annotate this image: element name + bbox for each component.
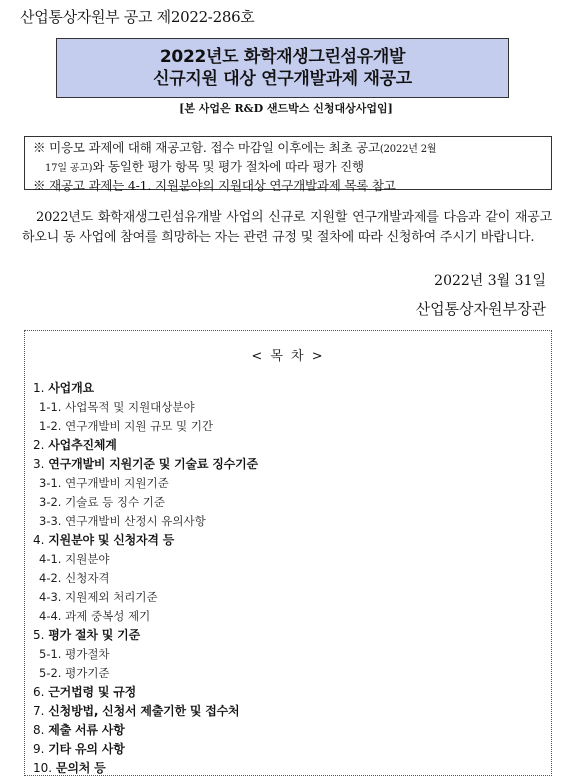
toc-item-label: 근거법령 및 규정	[48, 685, 136, 699]
toc-item	[33, 702, 258, 721]
note-line-2-small: 17일 공고)	[45, 163, 93, 174]
toc-item-label: 지원분야	[65, 552, 110, 566]
notice-date: 2022년 3월 31일	[434, 273, 546, 289]
toc-item-number: 6.	[33, 685, 45, 699]
toc-title: < 목 차 >	[251, 349, 325, 364]
toc-item-number: 3-1.	[39, 476, 62, 490]
toc-item-label: 신청자격	[65, 571, 110, 585]
toc-item-label: 연구개발비 지원 규모 및 기간	[65, 419, 214, 433]
toc-item-label: 기술료 등 징수 기준	[65, 495, 165, 509]
toc-item-number: 4-2.	[39, 571, 62, 585]
toc-item-number: 1-2.	[39, 419, 62, 433]
toc-item-label: 연구개발비 산정시 유의사항	[65, 514, 206, 528]
toc-list	[33, 379, 258, 778]
toc-item-number: 7.	[33, 704, 45, 718]
toc-item-number: 3-3.	[39, 514, 62, 528]
toc-item-label: 평가절차	[65, 647, 110, 661]
notes-box	[24, 136, 552, 193]
toc-item	[33, 455, 258, 474]
toc-item-label: 신청방법, 신청서 제출기한 및 접수처	[48, 704, 240, 718]
toc-item	[33, 550, 258, 569]
toc-item	[33, 569, 258, 588]
toc-item-number: 5-1.	[39, 647, 62, 661]
note-line-1-small: (2022년 2월	[379, 144, 437, 155]
table-of-contents	[24, 330, 552, 776]
toc-item	[33, 645, 258, 664]
note-line-1	[33, 139, 543, 158]
toc-item-label: 연구개발비 지원기준	[65, 476, 169, 490]
toc-item	[33, 531, 258, 550]
toc-item-number: 8.	[33, 723, 45, 737]
toc-item-number: 4.	[33, 533, 45, 547]
toc-item-number: 4-3.	[39, 590, 62, 604]
toc-item-number: 5.	[33, 628, 45, 642]
toc-item-label: 문의처 등	[55, 761, 106, 775]
toc-item	[33, 588, 258, 607]
toc-item	[33, 379, 258, 398]
sandbox-note: [본 사업은 R&D 샌드박스 신청대상사업임]	[179, 102, 393, 115]
toc-item	[33, 398, 258, 417]
toc-item	[33, 417, 258, 436]
toc-item-number: 4-1.	[39, 552, 62, 566]
title-line-1: 2022년도 화학재생그린섬유개발	[159, 47, 406, 67]
toc-item	[33, 683, 258, 702]
toc-item-label: 제출 서류 사항	[48, 723, 125, 737]
toc-item-number: 9.	[33, 742, 45, 756]
note-line-2	[33, 158, 543, 177]
toc-item-number: 3-2.	[39, 495, 62, 509]
toc-item	[33, 493, 258, 512]
toc-item-number: 1-1.	[39, 400, 62, 414]
toc-item-label: 평가 절차 및 기준	[48, 628, 140, 642]
toc-item-label: 지원분야 및 신청자격 등	[48, 533, 175, 547]
toc-item-label: 지원제외 처리기준	[65, 590, 158, 604]
toc-item-label: 기타 유의 사항	[48, 742, 125, 756]
toc-item-number: 3.	[33, 457, 45, 471]
toc-item-number: 1.	[33, 381, 45, 395]
toc-item	[33, 474, 258, 493]
toc-item	[33, 740, 258, 759]
toc-item-label: 평가기준	[65, 666, 110, 680]
toc-item	[33, 759, 258, 778]
toc-item	[33, 512, 258, 531]
toc-item	[33, 626, 258, 645]
toc-item-label: 과제 중복성 제기	[65, 609, 151, 623]
toc-item-label: 사업목적 및 지원대상분야	[65, 400, 195, 414]
toc-item-label: 사업개요	[48, 381, 94, 395]
toc-item	[33, 607, 258, 626]
issuer: 산업통상자원부장관	[415, 300, 546, 318]
toc-item-number: 4-4.	[39, 609, 62, 623]
toc-item	[33, 436, 258, 455]
toc-item-label: 사업추진체계	[48, 438, 117, 452]
notice-number: 산업통상자원부 공고 제2022-286호	[20, 8, 255, 26]
note-line-3: ※ 재공고 과제는 4-1. 지원분야의 지원대상 연구개발과제 목록 참고	[33, 178, 396, 193]
toc-item-number: 5-2.	[39, 666, 62, 680]
body-paragraph: 2022년도 화학재생그린섬유개발 사업의 신규로 지원할 연구개발과제를 다음과 같이 재공고하오니 동 사업에 참여를 희망하는 자는 관련 규정 및 절차에 따라 신청하여 주시기 바랍니다.	[22, 210, 552, 245]
toc-item	[33, 664, 258, 683]
note-line-1-main: ※ 미응모 과제에 대해 재공고함. 접수 마감일 이후에는 최초 공고	[33, 140, 380, 155]
toc-item-label: 연구개발비 지원기준 및 기술료 징수기준	[48, 457, 258, 471]
title-line-2: 신규지원 대상 연구개발과제 재공고	[153, 69, 412, 89]
toc-item-number: 10.	[33, 761, 53, 775]
toc-item-number: 2.	[33, 438, 45, 452]
toc-item	[33, 721, 258, 740]
title-box	[56, 38, 509, 98]
note-line-2-main: 와 동일한 평가 항목 및 평가 절차에 따라 평가 진행	[92, 159, 364, 174]
